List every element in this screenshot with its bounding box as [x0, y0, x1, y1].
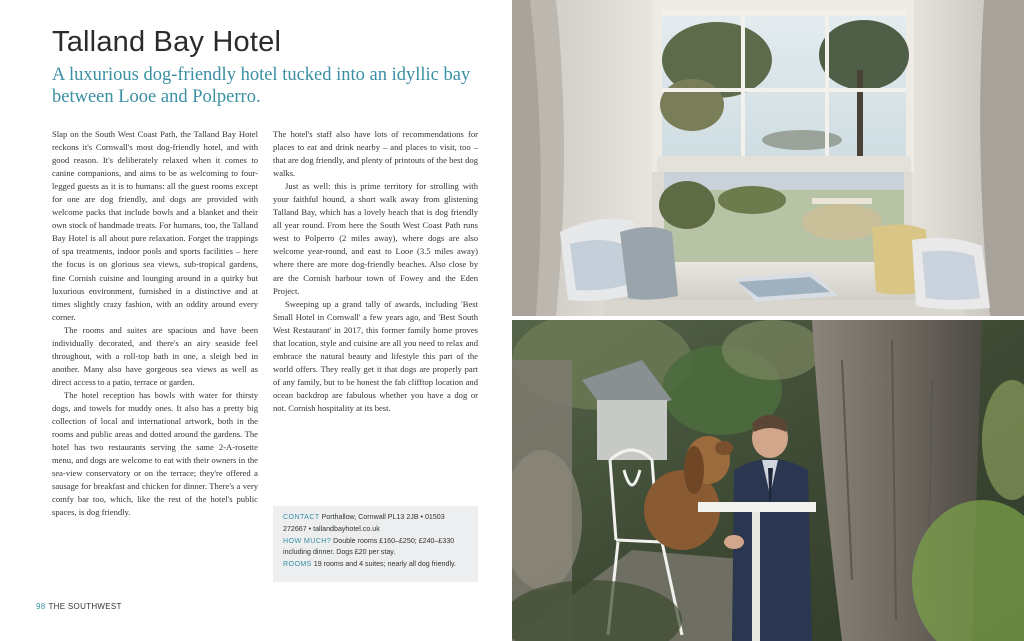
page-number: 98 — [36, 602, 46, 611]
window-seat-photo — [512, 0, 1024, 316]
text-column-2 — [273, 128, 478, 415]
garden-dog-photo — [512, 320, 1024, 641]
paragraph: Slap on the South West Coast Path, the Talland Bay Hotel reckons it's Cornwall's most dog-friendly hotel, and with good reason. It's deliberately relaxed when it comes to canine companions, and aims to be as welcoming to four-legged guests as it is to humans: all the guest rooms except for one are dog friendly, and dogs are provided with welcome packs that include bowls and a blanket and their own stock of handmade treats. For humans, too, the Talland Bay Hotel is all about pure relaxation. Forget the trappings of spa treatments, indoor pools and sports facilities – here the focus is on glorious sea views, sub-tropical gardens, fine Cornish cuisine and lounging around in a quirky but luxurious environment, furnished in a distinctive and at times slightly crazy fashion, with an oddity around every corner. — [52, 129, 258, 322]
rooms-text: 19 rooms and 4 suites; nearly all dog friendly. — [313, 560, 457, 569]
contact-text: Porthallow, Cornwall PL13 2JB • 01503 272667 • tallandbayhotel.co.uk — [283, 513, 445, 533]
rooms-label: ROOMS — [283, 560, 312, 569]
article-subtitle: A luxurious dog-friendly hotel tucked into an idyllic bay between Looe and Polperro. — [52, 65, 471, 107]
price-label: HOW MUCH? — [283, 536, 332, 545]
text-column-1 — [52, 128, 258, 519]
article-title: Talland Bay Hotel — [52, 26, 282, 58]
section-name: THE SOUTHWEST — [48, 602, 122, 611]
paragraph: The hotel's staff also have lots of recommendations for places to eat and drink nearby – and places to visit, too – that are dog friendly, and plenty of printouts of the best dog walks. — [273, 129, 478, 179]
page-footer — [36, 602, 122, 611]
paragraph: Sweeping up a grand tally of awards, including 'Best Small Hotel in Cornwall' a few years ago, and 'Best South West Restaurant' in 2017, this former family home proves that location, style and cuisine are all you need to relax and embrace the natural beauty and lifestyle this part of the world offers. They really get it that dogs are properly part of any family, but to be honest the fab clifftop location and ocean backdrop are fabulous whether you have a dog or not. Cornish hospitality at its best. — [273, 298, 478, 413]
paragraph: The hotel reception has bowls with water for thirsty dogs, and towels for muddy ones. It also has a pretty big collection of local and international artwork, both in the rooms and public areas and dotted around the gardens. The hotel has two restaurants serving the same 2-A-rosette menu, and dogs are welcome to eat with their owners in the sea-view conservatory or on the terrace; they're offered a sausage for breakfast and chicken for dinner. There's a very comfy bar too, which, like the rest of the hotel's public spaces, is dog friendly. — [52, 389, 258, 518]
contact-label: CONTACT — [283, 513, 320, 521]
info-box — [273, 506, 478, 582]
paragraph: The rooms and suites are spacious and have been individually decorated, and there's an airy seaside feel throughout, with a roll-top bath in one, a sleigh bed in another. Many also have gorgeous sea views as well as direct access to a patio, terrace or garden. — [52, 324, 258, 387]
window-seat-illustration — [512, 0, 1024, 316]
garden-dog-illustration — [512, 320, 1024, 641]
price-text: Double rooms £160–£250; £240–£330 including dinner. Dogs £20 per stay. — [283, 536, 455, 557]
paragraph: Just as well: this is prime territory for strolling with your faithful hound, a short walk away from glistening Talland Bay, which has a lovely beach that is dog friendly all year round. From here the South West Coast Path runs west to Polperro (2 miles away), where dogs are also welcome year-round, and east to Looe (3.5 miles away) where there are more dog-friendly beaches. Also close by are the Cornish harbour town of Fowey and the Eden Project. — [273, 181, 478, 296]
